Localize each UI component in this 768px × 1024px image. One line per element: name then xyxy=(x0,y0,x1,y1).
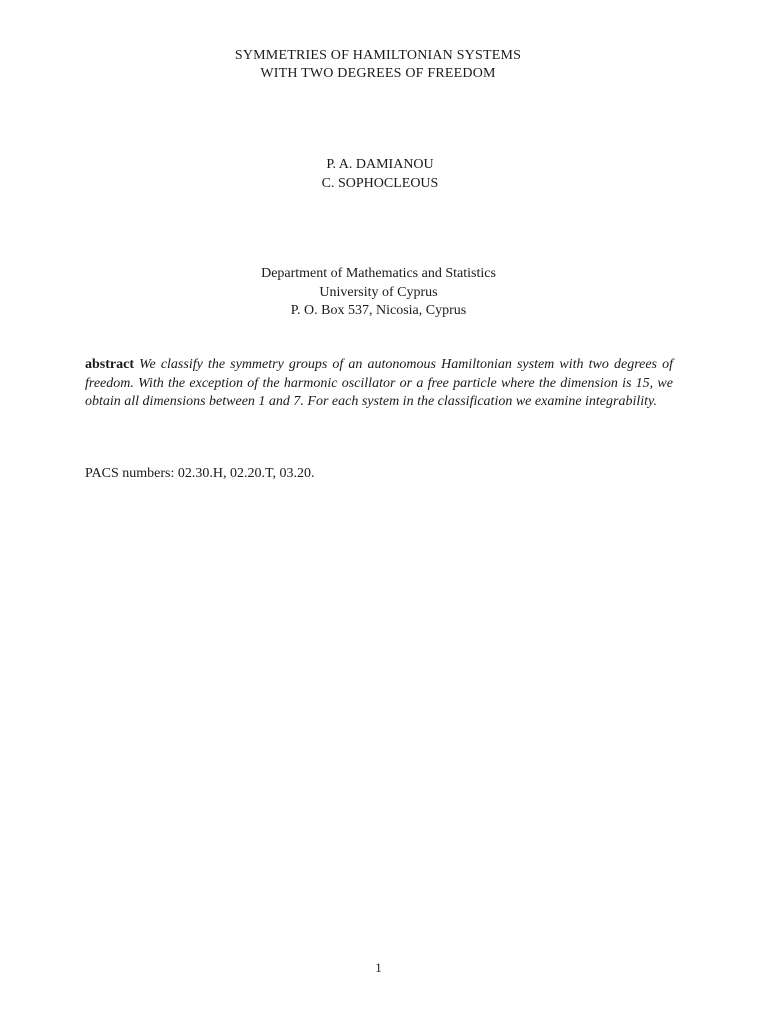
affiliation-department: Department of Mathematics and Statistics xyxy=(261,266,496,281)
page-number: 1 xyxy=(375,960,382,975)
author-list xyxy=(0,155,760,193)
affiliation-block xyxy=(0,265,757,321)
abstract-section xyxy=(85,356,673,412)
title-line-2: WITH TWO DEGREES OF FREEDOM xyxy=(260,66,496,81)
title-line-1: SYMMETRIES OF HAMILTONIAN SYSTEMS xyxy=(234,48,522,63)
abstract-text: We classify the symmetry groups of an autonomous Hamiltonian system with two degrees of freedom. With the exception of the harmonic oscillator or a free particle where the dimension is 15, we obtain all dimensions between 1 and 7. For each system in the classification we examine integrability. xyxy=(85,357,673,409)
paper-title xyxy=(0,47,756,83)
author-name: C. SOPHOCLEOUS xyxy=(321,176,439,191)
affiliation-address: P. O. Box 537, Nicosia, Cyprus xyxy=(290,303,467,318)
affiliation-university: University of Cyprus xyxy=(319,284,438,300)
abstract-label: abstract xyxy=(85,357,134,372)
author-name: P. A. DAMIANOU xyxy=(326,157,434,172)
pacs-numbers: PACS numbers: 02.30.H, 02.20.T, 03.20. xyxy=(85,466,315,481)
